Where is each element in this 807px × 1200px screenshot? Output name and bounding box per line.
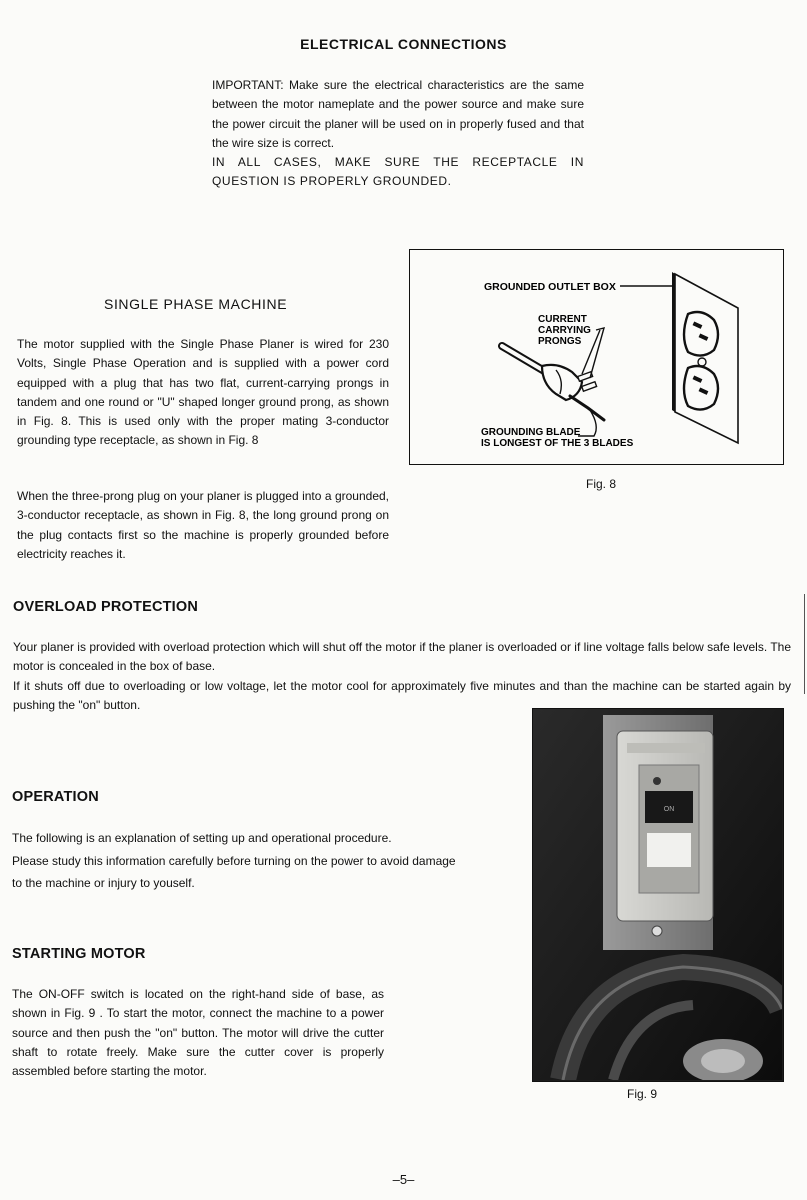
plug-outlet-diagram: [410, 250, 782, 463]
single-phase-paragraph: [17, 335, 389, 451]
figure-9-caption: Fig. 9: [627, 1087, 658, 1101]
ground-label-line2: IS LONGEST OF THE 3 BLADES: [481, 438, 634, 449]
on-button-label: ON: [663, 806, 675, 813]
switch-panel: [639, 765, 699, 893]
starting-motor-text: The ON-OFF switch is located on the right-hand side of base, as shown in Fig. 9 . To start the motor, connect the machine to a power source and then push the "on" button. The motor will drive the cutter shaft to rotate freely. Make sure the cutter cover is properly assembled before starting the motor.: [12, 987, 384, 1079]
outlet-label: GROUNDED OUTLET BOX: [484, 281, 616, 293]
overload-text-2: If it shuts off due to overloading or low voltage, let the motor cool for approximately five minutes and than the machine can be started again by pushing the "on" button.: [13, 678, 791, 712]
ground-label-line1: GROUNDING BLADE: [481, 427, 581, 438]
figure-8: [409, 249, 784, 465]
outlet-plate-edge: [672, 272, 675, 412]
upper-receptacle: [684, 312, 718, 356]
page-number: –5–: [392, 1172, 415, 1187]
plug-grounding-text: When the three-prong plug on your planer is plugged into a grounded, 3-conductor receptacle, as shown in Fig. 8, the long ground prong on the plug contacts first so the machine is properly grounded before electricity reaches it.: [17, 489, 389, 561]
off-button: [647, 833, 691, 867]
plug: [542, 365, 582, 400]
current-label-line2: CARRYING: [538, 325, 591, 336]
plate-screw: [652, 926, 662, 936]
overload-text-1: Your planer is provided with overload protection which will shut off the motor if the planer is overloaded or if line voltage falls below safe levels. The motor is concealed in the box of base.: [13, 640, 791, 674]
outlet-plate: [675, 274, 738, 443]
figure-9-photo: [532, 708, 784, 1082]
page-title: ELECTRICAL CONNECTIONS: [300, 36, 507, 52]
plug-grounding-paragraph: [17, 487, 389, 564]
starting-motor-heading: STARTING MOTOR: [12, 946, 146, 962]
ground-prong: [570, 396, 604, 420]
important-text: IMPORTANT: Make sure the electrical characteristics are the same between the motor nameplate and the power source and make sure the power circuit the planer will be used on in properly fused and that the wire size is correct.: [212, 78, 584, 150]
current-label-line3: PRONGS: [538, 336, 582, 347]
overload-paragraph: [13, 638, 791, 715]
important-notice: [212, 76, 584, 192]
operation-text-1: The following is an explanation of setting up and operational procedure.: [12, 831, 392, 845]
overload-heading: OVERLOAD PROTECTION: [13, 599, 199, 615]
current-prong: [582, 382, 597, 391]
operation-paragraph: [12, 827, 462, 894]
switch-screw: [653, 777, 661, 785]
operation-text-2: Please study this information carefully before turning on the power to avoid damage to the machine or injury to youself.: [12, 854, 456, 890]
switch-photo-illustration: [533, 709, 782, 1080]
page-edge-mark: [804, 594, 805, 694]
operation-heading: OPERATION: [12, 789, 99, 805]
figure-8-caption: Fig. 8: [586, 477, 617, 491]
starting-motor-paragraph: [12, 985, 384, 1081]
outlet-screw: [698, 358, 706, 366]
single-phase-text: The motor supplied with the Single Phase Planer is wired for 230 Volts, Single Phase Operation and is supplied with a power cord equipped with a plug that has two flat, current-carrying prongs in tandem and one round or "U" shaped longer ground prong, as shown in Fig. 8. This is used only with the proper mating 3-conductor grounding type receptacle, as shown in Fig. 8: [17, 337, 389, 448]
single-phase-heading: SINGLE PHASE MACHINE: [104, 296, 288, 312]
lower-receptacle: [684, 366, 718, 410]
grounding-warning: IN ALL CASES, MAKE SURE THE RECEPTACLE IN QUESTION IS PROPERLY GROUNDED.: [212, 155, 584, 189]
current-label-line1: CURRENT: [538, 314, 587, 325]
